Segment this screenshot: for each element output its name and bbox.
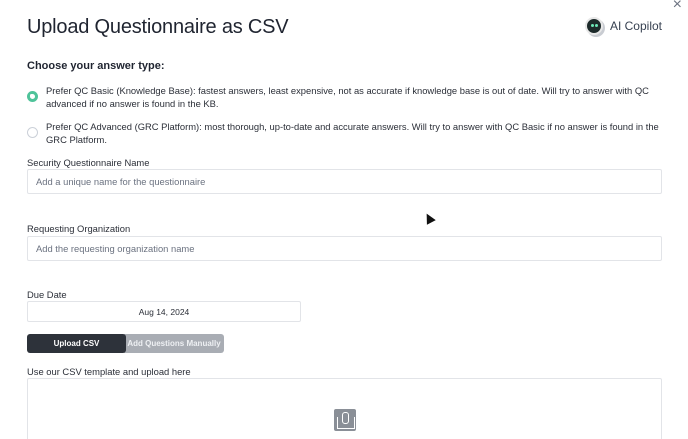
dialog-title: Upload Questionnaire as CSV [27,16,289,38]
upload-label: Use our CSV template and upload here [27,366,191,377]
copilot-avatar-icon [585,17,603,35]
radio-qc-advanced[interactable] [27,127,38,138]
radio-qc-basic[interactable] [27,91,38,102]
answer-option-label: Prefer QC Basic (Knowledge Base): fastest answers, least expensive, not as accurate if knowledge base is out of date. Will try to answer with QC advanced if no answer is found in the KB. [46,85,649,109]
answer-option-label: Prefer QC Advanced (GRC Platform): most thorough, up-to-date and accurate answers. Will try to answer with QC Basic if no answer is found in the GRC Platform. [46,121,659,145]
answer-option-qc-advanced[interactable] [27,121,662,146]
requesting-org-label: Requesting Organization [27,223,131,234]
answer-type-heading: Choose your answer type: [27,60,165,72]
csv-dropzone[interactable] [27,378,662,439]
questionnaire-name-label: Security Questionnaire Name [27,157,150,168]
questionnaire-name-input[interactable] [27,169,662,194]
ai-copilot-button[interactable] [585,17,662,35]
copilot-label: AI Copilot [609,19,662,33]
answer-option-qc-basic[interactable] [27,85,662,110]
close-icon[interactable]: × [672,0,682,13]
due-date-label: Due Date [27,289,67,300]
tab-add-questions-manually[interactable]: Add Questions Manually [124,334,224,353]
upload-mode-tabs [27,334,224,353]
tab-upload-csv[interactable]: Upload CSV [27,334,126,353]
paperclip-document-icon[interactable] [334,409,356,431]
requesting-org-input[interactable] [27,236,662,261]
due-date-input[interactable]: Aug 14, 2024 [27,301,301,322]
mouse-cursor-icon [422,211,436,225]
